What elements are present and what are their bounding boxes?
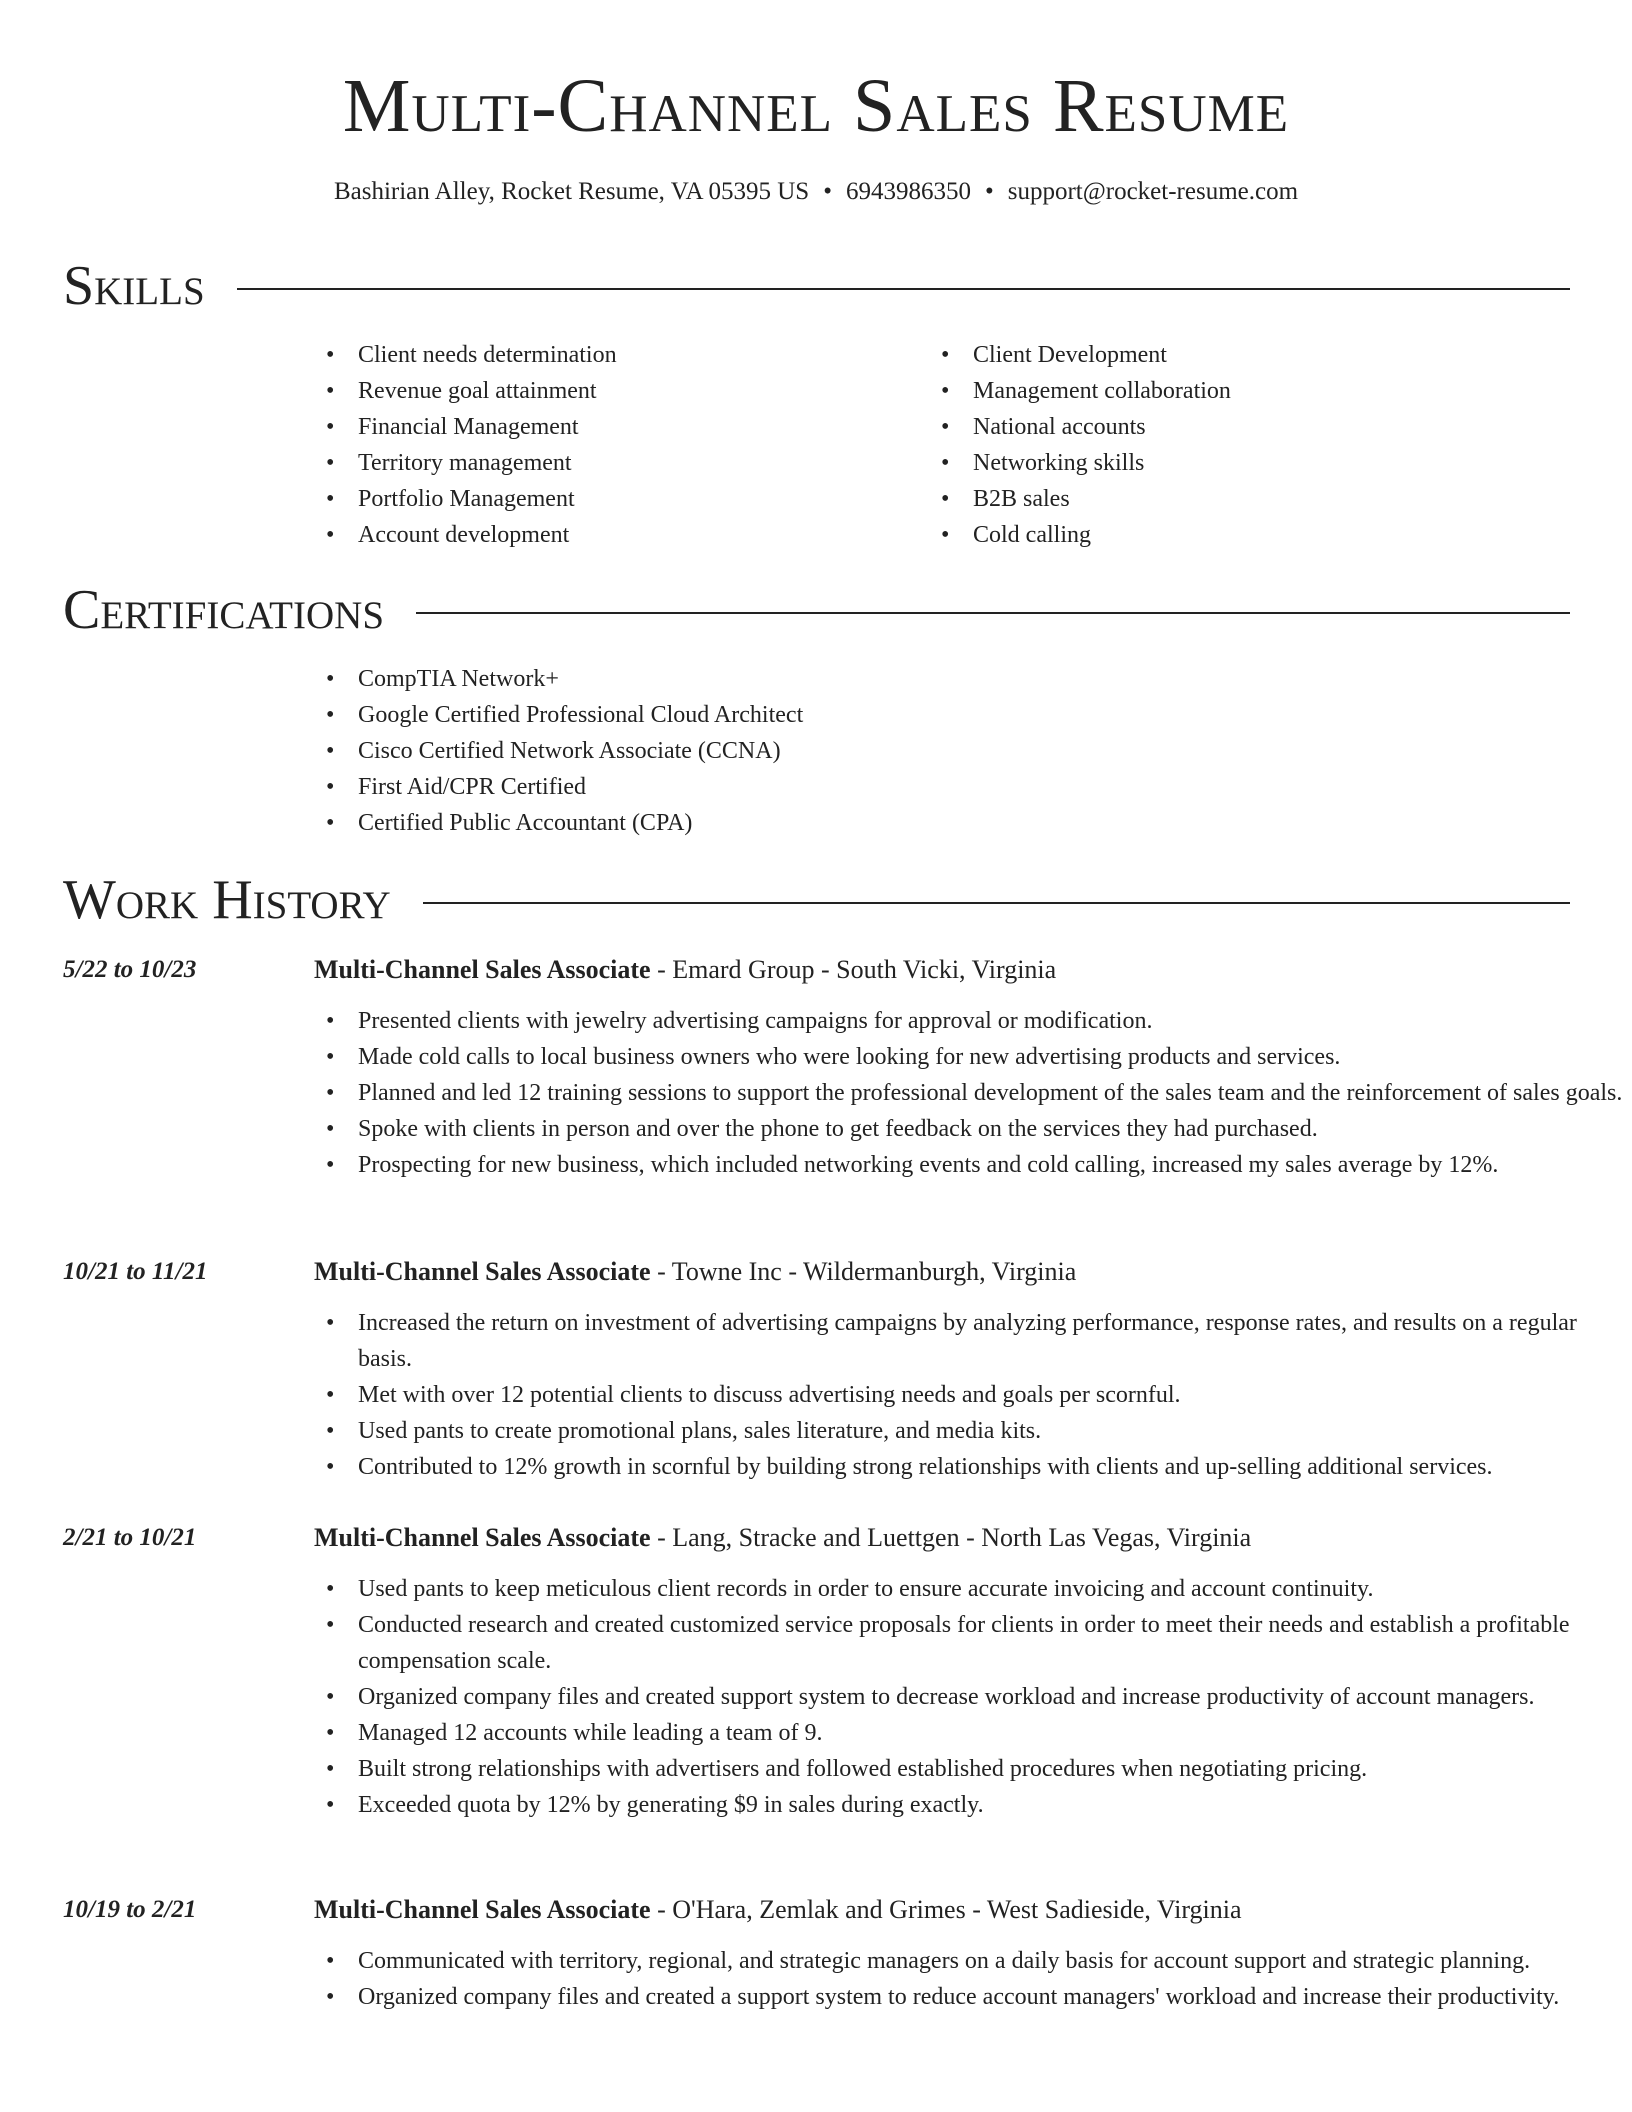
job-bullet: • Built strong relationships with advertisers and followed established procedures when negotiating pricing. [314,1751,1624,1787]
job-heading [314,1891,1242,1929]
contact-address: Bashirian Alley, Rocket Resume, VA 05395 US [333,178,810,205]
section-title-work-history: Work History [63,869,391,931]
job-bullet: • Conducted research and created customized service proposals for clients in order to meet their needs and establish a profitable compensation scale. [314,1607,1624,1679]
certifications-section-header [63,578,1570,642]
contact-separator: • [984,178,994,205]
certification-item: • Certified Public Accountant (CPA) [314,805,1314,841]
job-company-location: - Emard Group - South Vicki, Virginia [650,955,1057,984]
job-role: Multi-Channel Sales Associate [314,1895,651,1924]
job-bullet: • Used pants to keep meticulous client records in order to ensure accurate invoicing and account continuity. [314,1571,1624,1607]
job-dates: 2/21 to 10/21 [63,1524,197,1551]
skill-item: • Financial Management [314,409,914,445]
job-bullet: • Exceeded quota by 12% by generating $9 in sales during exactly. [314,1787,1624,1823]
work-history-section-header [63,868,1570,932]
skill-item: • Account development [314,517,914,553]
section-title-skills: Skills [63,255,205,317]
job-bullet: • Communicated with territory, regional, and strategic managers on a daily basis for account support and strategic planning. [314,1943,1624,1979]
skill-item: • B2B sales [929,481,1529,517]
job-bullet: • Prospecting for new business, which included networking events and cold calling, increased my sales average by 12%. [314,1147,1624,1183]
skills-list-left [314,337,914,553]
job-dates: 5/22 to 10/23 [63,956,197,983]
job-bullet-list [314,1003,1624,1183]
job-bullet: • Contributed to 12% growth in scornful by building strong relationships with clients and up-selling additional services. [314,1449,1624,1485]
section-divider [237,288,1570,290]
section-divider [416,612,1570,614]
skill-item: • Client needs determination [314,337,914,373]
job-dates: 10/21 to 11/21 [63,1258,208,1285]
job-bullet: • Used pants to create promotional plans, sales literature, and media kits. [314,1413,1624,1449]
certification-item: • CompTIA Network+ [314,661,1314,697]
job-role: Multi-Channel Sales Associate [314,1257,651,1286]
skill-item: • Cold calling [929,517,1529,553]
job-heading [314,951,1056,989]
job-heading [314,1519,1251,1557]
contact-separator: • [823,178,832,205]
section-divider [423,902,1570,904]
certification-item: • Google Certified Professional Cloud Architect [314,697,1314,733]
job-bullet: • Presented clients with jewelry advertising campaigns for approval or modification. [314,1003,1624,1039]
skill-item: • Territory management [314,445,914,481]
job-bullet: • Increased the return on investment of advertising campaigns by analyzing performance, response rates, and results on a regular basis. [314,1305,1624,1377]
certification-item: • First Aid/CPR Certified [314,769,1314,805]
skill-item: • Portfolio Management [314,481,914,517]
job-dates: 10/19 to 2/21 [63,1896,197,1923]
job-bullet: • Managed 12 accounts while leading a team of 9. [314,1715,1624,1751]
job-bullet-list [314,1571,1624,1823]
job-bullet: • Organized company files and created a support system to reduce account managers' workload and increase their productivity. [314,1979,1624,2015]
job-bullet: • Planned and led 12 training sessions to support the professional development of the sales team and the reinforcement of sales goals. [314,1075,1624,1111]
skill-item: • National accounts [929,409,1529,445]
skill-item: • Revenue goal attainment [314,373,914,409]
skill-item: • Networking skills [929,445,1529,481]
skills-section-header [63,254,1570,318]
section-title-certifications: Certifications [63,579,385,641]
resume-name: Multi-Channel Sales Resume [342,64,1290,148]
job-role: Multi-Channel Sales Associate [314,955,651,984]
job-company-location: - Lang, Stracke and Luettgen - North Las Vegas, Virginia [650,1523,1252,1552]
contact-line [0,172,1632,212]
job-bullet: • Met with over 12 potential clients to discuss advertising needs and goals per scornful. [314,1377,1624,1413]
skill-item: • Client Development [929,337,1529,373]
job-heading [314,1253,1076,1291]
job-bullet: • Spoke with clients in person and over the phone to get feedback on the services they had purchased. [314,1111,1624,1147]
certifications-list [314,661,1314,841]
job-bullet-list [314,1305,1624,1485]
job-bullet: • Made cold calls to local business owners who were looking for new advertising products and services. [314,1039,1624,1075]
contact-phone: 6943986350 [845,178,971,205]
job-company-location: - O'Hara, Zemlak and Grimes - West Sadieside, Virginia [650,1895,1242,1924]
job-company-location: - Towne Inc - Wildermanburgh, Virginia [650,1257,1077,1286]
job-bullet-list [314,1943,1624,2015]
contact-email: support@rocket-resume.com [1007,178,1299,205]
certification-item: • Cisco Certified Network Associate (CCNA) [314,733,1314,769]
skill-item: • Management collaboration [929,373,1529,409]
job-bullet: • Organized company files and created support system to decrease workload and increase productivity of account managers. [314,1679,1624,1715]
job-role: Multi-Channel Sales Associate [314,1523,651,1552]
skills-list-right [929,337,1529,553]
